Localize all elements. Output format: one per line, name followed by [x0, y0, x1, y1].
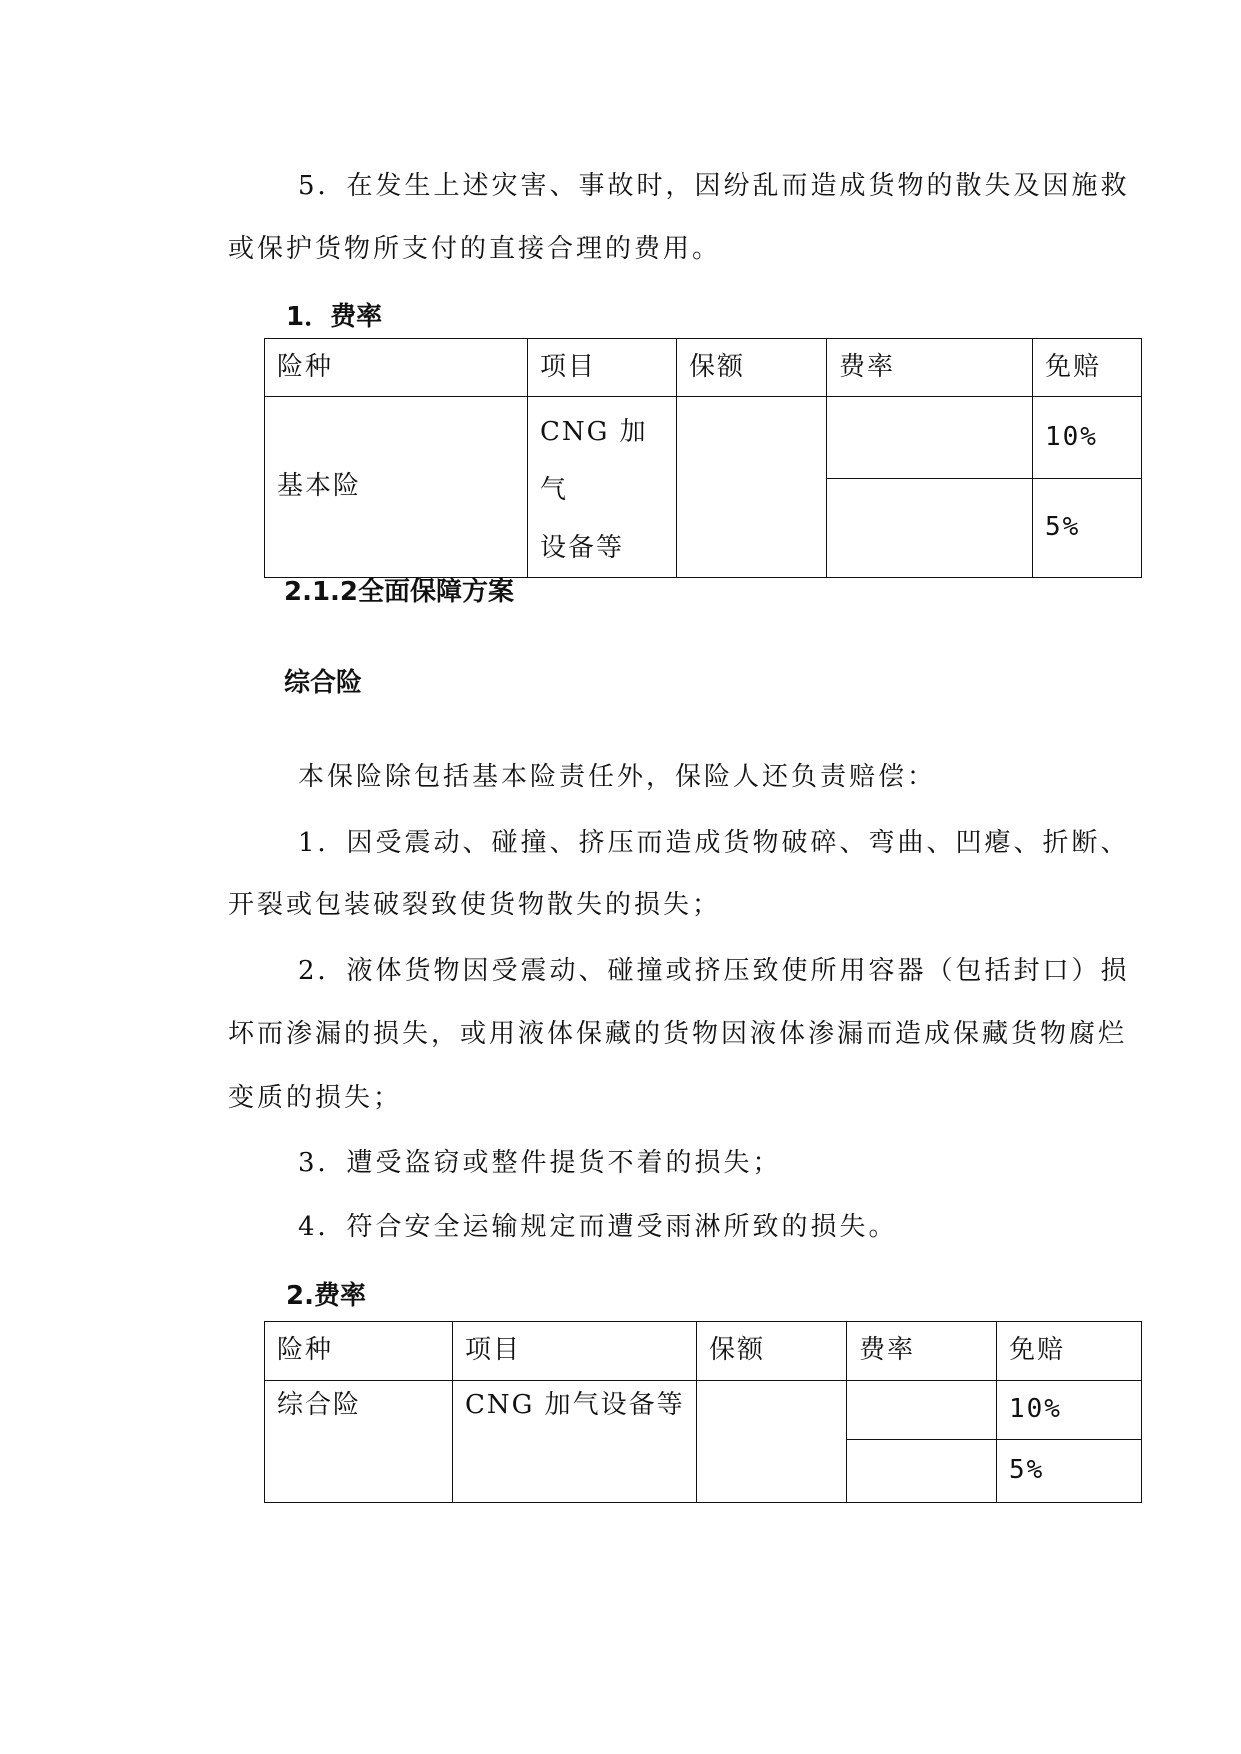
table-row: [265, 397, 1142, 479]
deductible-cell: 5%: [1033, 478, 1142, 577]
deductible-cell: 5%: [997, 1440, 1142, 1503]
item-cell: CNG 加气设备等: [453, 1381, 697, 1503]
body-item2-line3: 变质的损失；: [228, 1083, 403, 1113]
body-item4: 4．符合安全运输规定而遭受雨淋所致的损失。: [298, 1212, 898, 1242]
sub-title: 综合险: [284, 668, 363, 698]
rate-heading-2: 2.费率: [286, 1281, 366, 1311]
item-line: CNG 加 气: [540, 417, 648, 505]
paragraph-item5-line2: 或保护货物所支付的直接合理的费用。: [228, 234, 722, 264]
body-intro: 本保险除包括基本险责任外，保险人还负责赔偿：: [298, 762, 937, 792]
paragraph-item5-line1: 5．在发生上述灾害、事故时，因纷乱而造成货物的散失及因施救: [298, 171, 1130, 201]
body-item2-line1: 2．液体货物因受震动、碰撞或挤压致使所用容器（包括封口）损: [298, 956, 1130, 986]
body-item1-line2: 开裂或包装破裂致使货物散失的损失；: [228, 890, 722, 920]
amount-cell: [677, 397, 827, 578]
rate-cell: [827, 478, 1033, 577]
table-row: [265, 1381, 1142, 1440]
header-cell: 险种: [265, 339, 528, 397]
table-header-row: [265, 1322, 1142, 1381]
body-item3: 3．遭受盗窃或整件提货不着的损失；: [298, 1148, 782, 1178]
header-cell: 费率: [847, 1322, 997, 1381]
amount-cell: [697, 1381, 847, 1503]
body-item2-line2: 坏而渗漏的损失，或用液体保藏的货物因液体渗漏而造成保藏货物腐烂: [228, 1019, 1128, 1049]
header-cell: 费率: [827, 339, 1033, 397]
table-header-row: [265, 339, 1142, 397]
header-cell: 项目: [453, 1322, 697, 1381]
header-cell: 险种: [265, 1322, 453, 1381]
deductible-cell: 10%: [997, 1381, 1142, 1440]
rate-heading-1: 1．费率: [286, 302, 383, 332]
rate-cell: [847, 1440, 997, 1503]
rate-cell: [847, 1381, 997, 1440]
insurance-type-cell: 综合险: [265, 1381, 453, 1503]
header-cell: 保额: [677, 339, 827, 397]
header-cell: 保额: [697, 1322, 847, 1381]
body-item1-line1: 1．因受震动、碰撞、挤压而造成货物破碎、弯曲、凹瘪、折断、: [298, 828, 1130, 858]
header-cell: 免赔: [1033, 339, 1142, 397]
section-title: 2.1.2全面保障方案: [284, 577, 515, 607]
deductible-cell: 10%: [1033, 397, 1142, 479]
item-cell: [528, 397, 677, 578]
item-line: 设备等: [540, 533, 625, 563]
rate-table-2: [264, 1321, 1142, 1503]
rate-cell: [827, 397, 1033, 479]
header-cell: 项目: [528, 339, 677, 397]
insurance-type-cell: 基本险: [265, 397, 528, 578]
header-cell: 免赔: [997, 1322, 1142, 1381]
rate-table-1: [264, 338, 1142, 578]
